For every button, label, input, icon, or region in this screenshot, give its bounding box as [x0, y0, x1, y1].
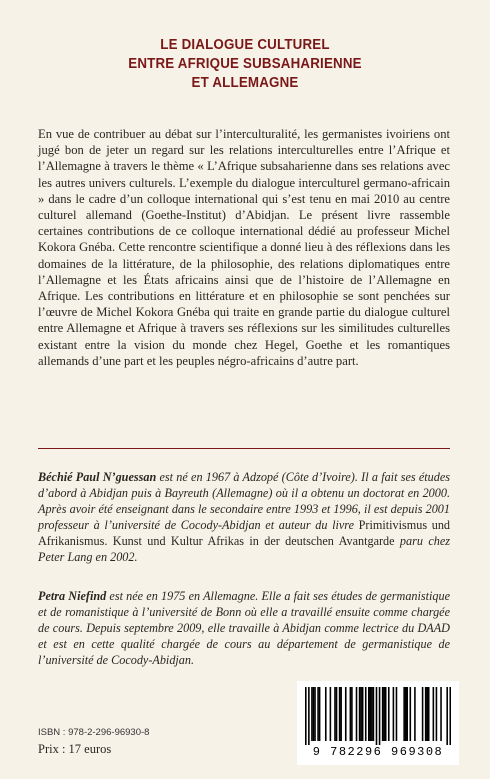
barcode-bar	[308, 687, 310, 745]
barcode-bar	[446, 687, 448, 745]
title-line-1: LE DIALOGUE CULTUREL	[160, 37, 330, 53]
barcode	[297, 681, 459, 765]
bio-text: est né en 1967 à Adzopé (Côte d’Ivoire). Il a fait ses études d’abord à Abidjan puis à Bayreuth (Allemagne) où il a obtenu un doctorat en 2000. Après avoir été enseignant dans le secondaire entre 1993 et 1996, il est depuis 2001 professeur à l’université de Cocody-Abidjan et auteur du livre	[38, 470, 450, 532]
barcode-bar	[425, 687, 427, 741]
barcode-bar	[410, 687, 412, 741]
barcode-bar	[370, 687, 372, 741]
barcode-bar	[405, 687, 407, 741]
barcode-bar	[314, 687, 316, 741]
barcode-bar	[313, 687, 315, 741]
author-bio-nguessan	[38, 469, 450, 565]
title-line-2: ENTRE AFRIQUE SUBSAHARIENNE	[128, 56, 362, 72]
book-reference: Primitivismus und Afrikanismus. Kunst und Kultur Afrikas in der deutschen Avantgarde	[38, 518, 451, 548]
barcode-bar	[373, 687, 375, 741]
barcode-bar	[396, 687, 398, 741]
barcode-bar	[368, 687, 370, 741]
book-title	[0, 36, 490, 93]
title-line-3: ET ALLEMAGNE	[191, 75, 299, 91]
barcode-bar	[339, 687, 341, 741]
barcode-bar	[440, 687, 442, 741]
barcode-bar	[305, 687, 307, 745]
barcode-bar	[433, 687, 435, 741]
barcode-bar	[422, 687, 424, 741]
author-name: Béchié Paul N’guessan	[38, 470, 157, 484]
barcode-bar	[345, 687, 347, 741]
barcode-bar	[428, 687, 430, 741]
barcode-bar	[336, 687, 338, 741]
barcode-bar	[388, 687, 390, 741]
bio-text: est née en 1975 en Allemagne. Elle a fait ses études de germanistique et de romanistique à l’université de Bonn où elle a travaillé ensuite comme chargée de cours. Depuis septembre 2009, elle travaille à Abidjan comme lectrice du DAAD et est en cette qualité chargée de cours au département de germanistique de l’université de Cocody-Abidjan.	[38, 589, 451, 667]
barcode-number: 9 782296 969308	[312, 745, 444, 759]
barcode-bar	[319, 687, 321, 741]
author-bio-niefind	[38, 588, 450, 668]
barcode-bar	[393, 687, 395, 741]
barcode-bar	[340, 687, 342, 741]
barcode-bar	[385, 687, 387, 741]
barcode-bar	[426, 687, 428, 741]
barcode-bar	[436, 687, 438, 741]
barcode-bar	[350, 687, 352, 741]
barcode-bar	[406, 687, 408, 741]
barcode-bar	[371, 687, 373, 741]
barcode-bar	[311, 687, 313, 741]
barcode-bar	[330, 687, 332, 741]
barcode-bar	[376, 687, 378, 745]
barcode-bar	[325, 687, 327, 741]
barcode-bar	[449, 687, 451, 745]
barcode-bar	[360, 687, 362, 741]
barcode-bar	[365, 687, 367, 741]
barcode-bar	[362, 687, 364, 741]
author-name: Petra Niefind	[38, 589, 107, 603]
barcode-bar	[334, 687, 336, 741]
barcode-bar	[382, 687, 384, 741]
barcode-bar	[351, 687, 353, 741]
barcode-bar	[383, 687, 385, 741]
book-summary: En vue de contribuer au débat sur l’interculturalité, les germanistes ivoiriens ont jugé bon de jeter un regard sur les relations interculturelles entre l’Afrique et l’Allemagne à travers le thème « L’Afrique subsaharienne dans ses relations avec les autres univers culturels. L’exemple du dialogue interculturel germano-africain » dans le cadre d’un colloque international qui s’est tenu en mai 2010 au centre culturel allemand (Goethe-Institut) d’Abidjan. Le présent livre rassemble certaines contributions de ce colloque international dédié au professeur Michel Kokora Gnéba. Cette rencontre scientifique a donné lieu à des réflexions dans les domaines de la littérature, de la philosophie, des relations diplomatiques entre l’Allemagne et les États africains ainsi que de l’histoire de l’Allemagne en Afrique. Les contributions en littérature et en philosophie se sont penchées sur l’œuvre de Michel Kokora Gnéba qui traite en grande partie du dialogue culturel entre Allemagne et Afrique à travers ses réflexions sur les similitudes culturelles existant entre la vision du monde chez Hegel, Goethe et les romantiques allemands d’une part et les peuples négro-africains d’autre part.	[38, 127, 450, 368]
barcode-bar	[359, 687, 361, 741]
barcode-bar	[414, 687, 416, 741]
section-divider	[38, 448, 450, 449]
barcode-bar	[317, 687, 319, 741]
barcode-bar	[403, 687, 405, 741]
barcode-bar	[356, 687, 358, 741]
barcode-bars	[305, 687, 451, 745]
barcode-bar	[379, 687, 381, 745]
isbn: ISBN : 978-2-296-96930-8	[38, 727, 150, 738]
bio-text: paru chez Peter Lang en 2002.	[38, 534, 450, 564]
price: Prix : 17 euros	[38, 742, 112, 756]
